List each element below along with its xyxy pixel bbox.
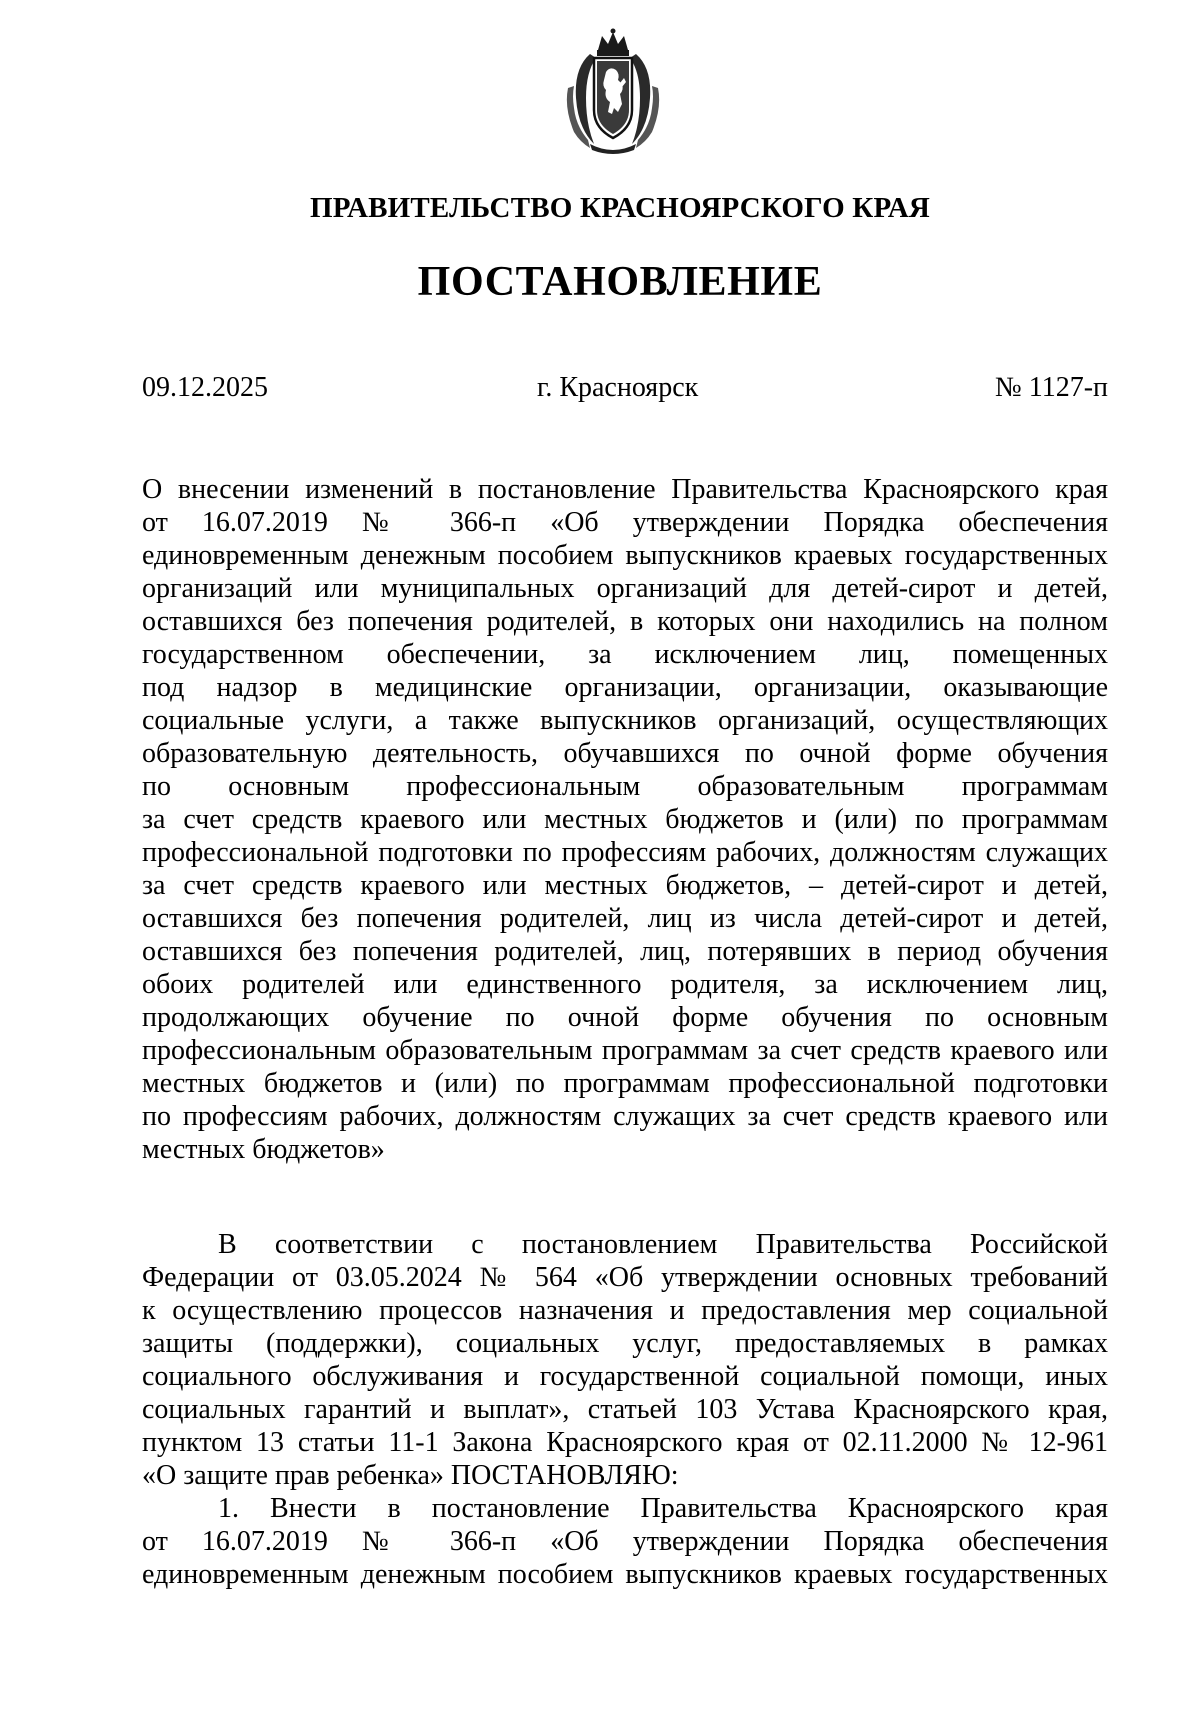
organization-title: ПРАВИТЕЛЬСТВО КРАСНОЯРСКОГО КРАЯ	[309, 192, 931, 224]
body-paragraph-line: единовременным денежным пособием выпускников краевых государственных	[142, 1559, 1108, 1590]
subject-line: оставшихся без попечения родителей, лиц, потерявших в период обучения	[142, 936, 1108, 967]
krasnoyarsk-coat-of-arms-icon	[560, 28, 666, 156]
subject-line: за счет средств краевого или местных бюджетов, – детей-сирот и детей,	[142, 870, 1108, 901]
subject-line: профессиональной подготовки по профессиям рабочих, должностям служащих	[142, 837, 1108, 868]
subject-line: местных бюджетов и (или) по программам профессиональной подготовки	[142, 1068, 1108, 1099]
document-subject	[142, 473, 1108, 1166]
subject-line: под надзор в медицинские организации, организации, оказывающие	[142, 672, 1108, 703]
document-date: 09.12.2025	[142, 372, 268, 403]
subject-line: обоих родителей или единственного родителя, за исключением лиц,	[142, 969, 1108, 1000]
subject-line: О внесении изменений в постановление Правительства Красноярского края	[142, 474, 1108, 505]
document-number: № 1127-п	[995, 372, 1108, 403]
body-paragraph-line: социальных гарантий и выплат», статьей 103 Устава Красноярского края,	[142, 1394, 1108, 1425]
subject-line: местных бюджетов»	[142, 1134, 385, 1165]
subject-line: единовременным денежным пособием выпускников краевых государственных	[142, 540, 1108, 571]
subject-line: образовательную деятельность, обучавшихся по очной форме обучения	[142, 738, 1108, 769]
body-paragraph-line: к осуществлению процессов назначения и предоставления мер социальной	[142, 1295, 1108, 1326]
document-meta-row	[142, 372, 1108, 406]
document-city: г. Красноярск	[537, 372, 699, 403]
subject-line: по профессиям рабочих, должностям служащих за счет средств краевого или	[142, 1101, 1108, 1132]
subject-line: по основным профессиональным образовательным программам	[142, 771, 1108, 802]
subject-line: от 16.07.2019 № 366-п «Об утверждении Порядка обеспечения	[142, 507, 1108, 538]
subject-line: за счет средств краевого или местных бюджетов и (или) по программам	[142, 804, 1108, 835]
subject-line: оставшихся без попечения родителей, в которых они находились на полном	[142, 606, 1108, 637]
body-paragraph-line: социального обслуживания и государственной социальной помощи, иных	[142, 1361, 1108, 1392]
body-paragraph-line: защиты (поддержки), социальных услуг, предоставляемых в рамках	[142, 1328, 1108, 1359]
document-body	[142, 1228, 1108, 1591]
subject-line: оставшихся без попечения родителей, лиц из числа детей-сирот и детей,	[142, 903, 1108, 934]
subject-line: продолжающих обучение по очной форме обучения по основным	[142, 1002, 1108, 1033]
body-paragraph-line: 1. Внести в постановление Правительства Красноярского края	[218, 1493, 1108, 1524]
body-paragraph-line: от 16.07.2019 № 366-п «Об утверждении Порядка обеспечения	[142, 1526, 1108, 1557]
body-paragraph-line: пунктом 13 статьи 11-1 Закона Красноярского края от 02.11.2000 № 12-961	[142, 1427, 1108, 1458]
subject-line: организаций или муниципальных организаций для детей-сирот и детей,	[142, 573, 1108, 604]
subject-line: социальные услуги, а также выпускников организаций, осуществляющих	[142, 705, 1108, 736]
body-paragraph-line: В соответствии с постановлением Правительства Российской	[218, 1229, 1108, 1260]
document-type-title: ПОСТАНОВЛЕНИЕ	[417, 259, 823, 305]
subject-line: профессиональным образовательным программам за счет средств краевого или	[142, 1035, 1108, 1066]
body-paragraph-line: Федерации от 03.05.2024 № 564 «Об утверждении основных требований	[142, 1262, 1108, 1293]
body-paragraph-line: «О защите прав ребенка» ПОСТАНОВЛЯЮ:	[142, 1460, 679, 1491]
subject-line: государственном обеспечении, за исключением лиц, помещенных	[142, 639, 1108, 670]
